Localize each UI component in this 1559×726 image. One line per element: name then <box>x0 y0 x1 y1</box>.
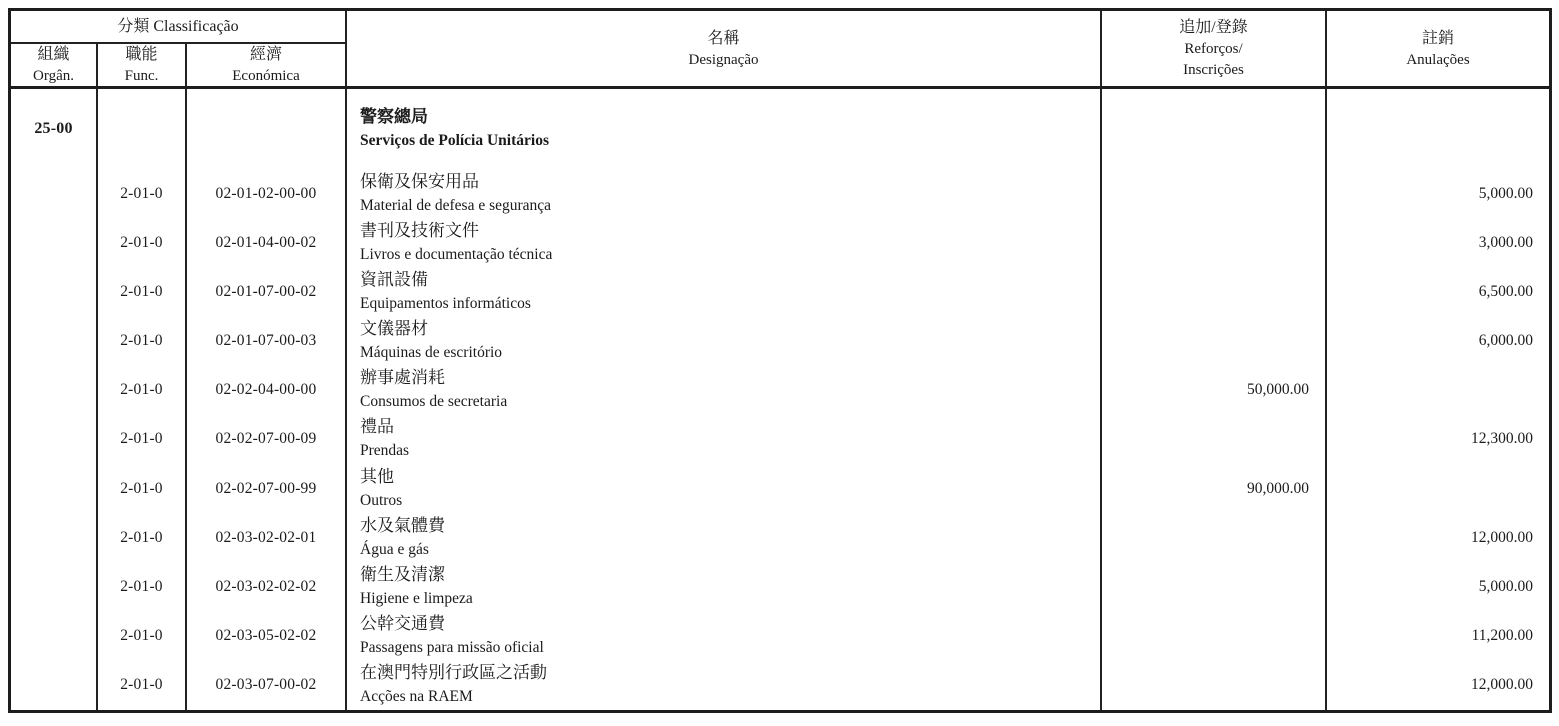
header-reforcos-pt2: Inscrições <box>1183 62 1244 78</box>
item-designation-pt: Acções na RAEM <box>360 688 473 706</box>
dept-name-pt: Serviços de Polícia Unitários <box>360 132 549 149</box>
header-econ <box>187 44 347 87</box>
item-anulacoes-amount: 5,000.00 <box>1478 184 1533 202</box>
header-anulacoes-zh: 註銷 <box>1421 29 1454 47</box>
item-organ-cell <box>11 317 98 366</box>
header-classification <box>11 11 347 44</box>
item-reforcos-amount <box>1102 661 1327 710</box>
item-designation-pt: Água e gás <box>360 540 429 558</box>
item-econ-code: 02-02-07-00-99 <box>187 464 347 513</box>
item-organ-cell <box>11 661 98 710</box>
item-reforcos-amount <box>1102 218 1327 267</box>
header-organ-pt: Orgân. <box>33 68 74 84</box>
item-anulacoes-amount: 6,000.00 <box>1478 332 1533 350</box>
dept-name-zh: 警察總局 <box>360 107 428 126</box>
item-econ-code: 02-02-07-00-09 <box>187 415 347 464</box>
item-designation-zh: 在澳門特別行政區之活動 <box>360 663 547 683</box>
dept-organ-code-cell <box>11 89 98 169</box>
dept-econ-cell <box>187 89 347 169</box>
header-designation-zh: 名稱 <box>707 29 740 47</box>
item-designation-zh: 資訊設備 <box>360 269 428 289</box>
item-designation-zh: 其他 <box>360 466 394 486</box>
item-anulacoes-amount: 12,300.00 <box>1471 430 1533 448</box>
item-designation <box>347 169 1102 218</box>
dept-organ-code: 25-00 <box>34 120 73 137</box>
table-header <box>11 11 1549 89</box>
item-organ-cell <box>11 415 98 464</box>
header-designation <box>347 11 1102 87</box>
header-econ-zh: 經濟 <box>249 46 282 63</box>
item-anulacoes-amount: 3,000.00 <box>1478 233 1533 251</box>
item-designation-zh: 書刊及技術文件 <box>360 220 479 240</box>
item-func-code: 2-01-0 <box>98 218 187 267</box>
header-reforcos-zh: 追加/登錄 <box>1179 19 1248 36</box>
item-organ-cell <box>11 612 98 661</box>
item-reforcos-amount <box>1102 267 1327 316</box>
item-designation-pt: Prendas <box>360 442 410 460</box>
item-econ-code: 02-02-04-00-00 <box>187 366 347 415</box>
item-anulacoes-amount: 12,000.00 <box>1471 676 1533 694</box>
dept-anulacoes-cell <box>1327 89 1549 169</box>
header-organ <box>11 44 98 87</box>
item-designation-zh: 文儀器材 <box>360 319 428 339</box>
item-designation <box>347 661 1102 710</box>
item-anulacoes-amount: 11,200.00 <box>1471 627 1533 645</box>
header-func <box>98 44 187 87</box>
item-reforcos-amount <box>1102 415 1327 464</box>
item-func-code: 2-01-0 <box>98 661 187 710</box>
item-designation <box>347 562 1102 611</box>
item-func-code: 2-01-0 <box>98 169 187 218</box>
item-econ-code: 02-01-02-00-00 <box>187 169 347 218</box>
header-anulacoes-pt: Anulações <box>1406 51 1470 68</box>
item-designation-pt: Equipamentos informáticos <box>360 294 531 312</box>
item-econ-code: 02-01-07-00-03 <box>187 317 347 366</box>
item-designation-pt: Máquinas de escritório <box>360 344 503 362</box>
item-func-code: 2-01-0 <box>98 415 187 464</box>
item-func-code: 2-01-0 <box>98 513 187 562</box>
item-designation-pt: Material de defesa e segurança <box>360 196 552 214</box>
item-econ-code: 02-03-02-02-01 <box>187 513 347 562</box>
item-designation <box>347 218 1102 267</box>
item-reforcos-amount <box>1102 612 1327 661</box>
item-organ-cell <box>11 562 98 611</box>
dept-func-cell <box>98 89 187 169</box>
item-func-code: 2-01-0 <box>98 317 187 366</box>
item-reforcos-amount <box>1102 562 1327 611</box>
dept-reforcos-cell <box>1102 89 1327 169</box>
item-func-code: 2-01-0 <box>98 464 187 513</box>
item-econ-code: 02-01-07-00-02 <box>187 267 347 316</box>
item-econ-code: 02-01-04-00-02 <box>187 218 347 267</box>
item-anulacoes-amount: 12,000.00 <box>1471 528 1533 546</box>
item-anulacoes-amount: 5,000.00 <box>1478 578 1533 596</box>
item-designation-pt: Livros e documentação técnica <box>360 245 553 263</box>
item-designation-zh: 衛生及清潔 <box>360 565 445 585</box>
item-designation <box>347 366 1102 415</box>
item-reforcos-amount: 50,000.00 <box>1102 366 1327 415</box>
header-reforcos-pt1: Reforços/ <box>1184 41 1243 57</box>
item-anulacoes-amount <box>1327 464 1549 513</box>
item-func-code: 2-01-0 <box>98 612 187 661</box>
item-designation-zh: 辦事處消耗 <box>360 368 445 388</box>
item-anulacoes-amount <box>1327 366 1549 415</box>
item-reforcos-amount <box>1102 317 1327 366</box>
header-econ-pt: Económica <box>232 68 300 84</box>
item-organ-cell <box>11 513 98 562</box>
header-classification-label: 分類 Classificação <box>117 17 239 35</box>
table-body <box>11 89 1549 710</box>
item-designation-zh: 保衛及保安用品 <box>360 171 479 191</box>
item-econ-code: 02-03-07-00-02 <box>187 661 347 710</box>
item-designation-pt: Passagens para missão oficial <box>360 639 544 657</box>
item-designation <box>347 267 1102 316</box>
dept-name-cell <box>347 89 1102 169</box>
item-organ-cell <box>11 169 98 218</box>
item-func-code: 2-01-0 <box>98 562 187 611</box>
header-func-zh: 職能 <box>125 46 158 63</box>
item-reforcos-amount <box>1102 513 1327 562</box>
header-func-pt: Func. <box>124 68 159 84</box>
budget-table <box>8 8 1552 713</box>
item-econ-code: 02-03-02-02-02 <box>187 562 347 611</box>
item-designation-zh: 公幹交通費 <box>360 614 445 634</box>
header-organ-zh: 組織 <box>37 46 70 63</box>
item-designation-pt: Outros <box>360 491 403 509</box>
header-anulacoes <box>1327 11 1549 87</box>
item-organ-cell <box>11 218 98 267</box>
header-designation-pt: Designação <box>688 51 759 68</box>
item-econ-code: 02-03-05-02-02 <box>187 612 347 661</box>
item-reforcos-amount <box>1102 169 1327 218</box>
item-func-code: 2-01-0 <box>98 267 187 316</box>
item-organ-cell <box>11 366 98 415</box>
item-designation <box>347 612 1102 661</box>
item-designation <box>347 415 1102 464</box>
item-designation-zh: 禮品 <box>360 417 394 437</box>
item-designation <box>347 317 1102 366</box>
item-designation-pt: Consumos de secretaria <box>360 393 508 411</box>
item-func-code: 2-01-0 <box>98 366 187 415</box>
item-designation <box>347 513 1102 562</box>
header-reforcos <box>1102 11 1327 87</box>
item-reforcos-amount: 90,000.00 <box>1102 464 1327 513</box>
item-anulacoes-amount: 6,500.00 <box>1478 282 1533 300</box>
item-organ-cell <box>11 464 98 513</box>
item-designation <box>347 464 1102 513</box>
item-organ-cell <box>11 267 98 316</box>
item-designation-zh: 水及氣體費 <box>360 515 445 535</box>
item-designation-pt: Higiene e limpeza <box>360 590 473 608</box>
